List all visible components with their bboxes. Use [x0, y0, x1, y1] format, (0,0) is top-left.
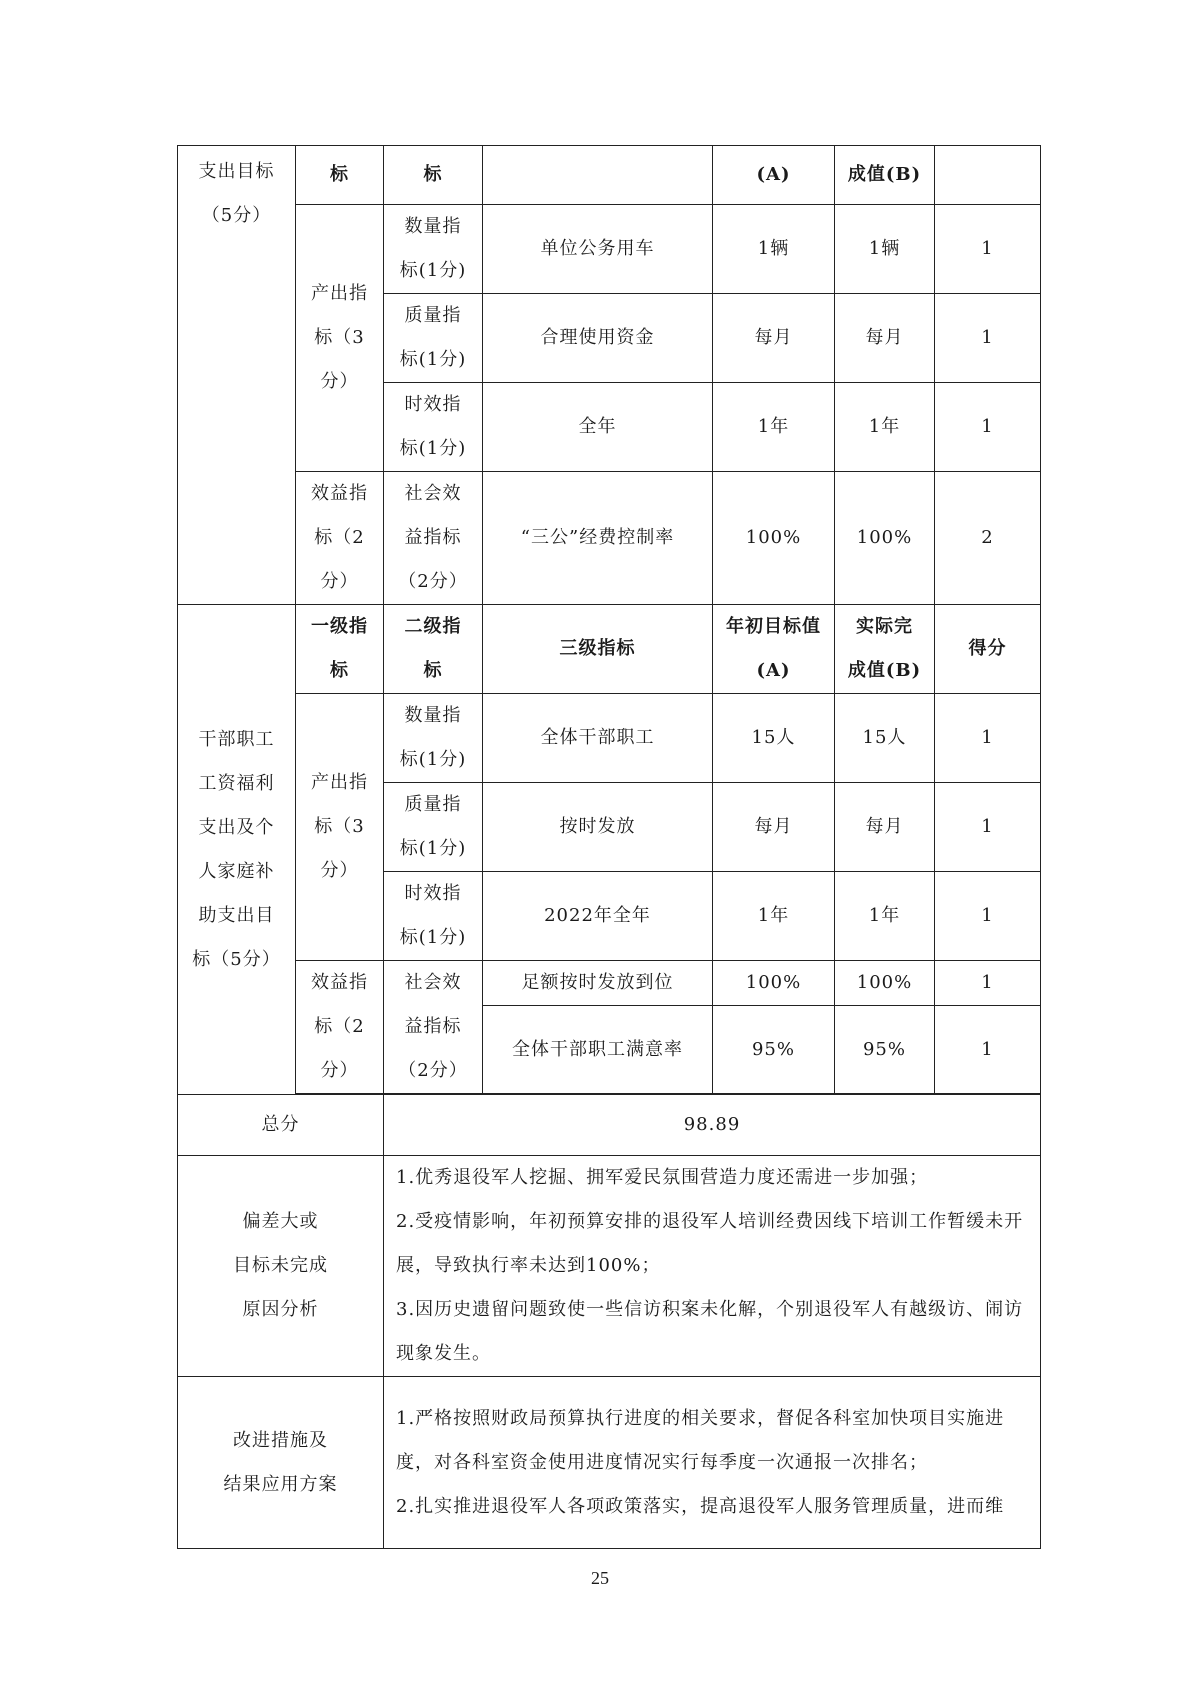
indicator-category: 质量指 标(1分): [384, 783, 483, 872]
indicator-category: 数量指 标(1分): [384, 694, 483, 783]
indicator-item: 2022年全年: [483, 872, 713, 961]
indicator-item: 按时发放: [483, 783, 713, 872]
target-value: 95%: [713, 1006, 835, 1094]
target-value: 每月: [713, 294, 835, 383]
score-value: 1: [935, 1006, 1041, 1094]
header-score: 得分: [935, 605, 1041, 694]
score-value: 2: [935, 472, 1041, 605]
improve-line: 2.扎实推进退役军人各项政策落实，提高退役军人服务管理质量，进而维: [396, 1495, 1005, 1517]
header-level2: 二级指 标: [384, 605, 483, 694]
actual-value: 1辆: [835, 205, 935, 294]
actual-value: 15人: [835, 694, 935, 783]
benefit-group-label: 效益指 标（2 分）: [296, 961, 384, 1094]
target-value: 15人: [713, 694, 835, 783]
total-label: 总分: [178, 1095, 384, 1156]
indicator-category: 社会效 益指标 （2分）: [384, 961, 483, 1094]
actual-value: 100%: [835, 961, 935, 1006]
indicator-item: 全体干部职工满意率: [483, 1006, 713, 1094]
section2-label: 干部职工 工资福利 支出及个 人家庭补 助支出目 标（5分）: [178, 605, 296, 1095]
indicator-category: 时效指 标(1分): [384, 383, 483, 472]
deviation-label: 偏差大或 目标未完成 原因分析: [178, 1156, 384, 1377]
table-row: [178, 1095, 1041, 1156]
table-row: [178, 472, 1041, 605]
improve-line: 1.严格按照财政局预算执行进度的相关要求，督促各科室加快项目实施进度，对各科室资金使用进度情况实行每季度一次通报一次排名；: [396, 1407, 1005, 1473]
indicator-item: 合理使用资金: [483, 294, 713, 383]
header-level2: 标: [384, 146, 483, 205]
header-level3: 三级指标: [483, 605, 713, 694]
header-actual: 实际完 成值(B): [835, 605, 935, 694]
target-value: 1年: [713, 872, 835, 961]
indicator-category: 质量指 标(1分): [384, 294, 483, 383]
header-level3: [483, 146, 713, 205]
score-value: 1: [935, 694, 1041, 783]
score-value: 1: [935, 205, 1041, 294]
actual-value: 1年: [835, 872, 935, 961]
target-value: 1年: [713, 383, 835, 472]
target-value: 100%: [713, 472, 835, 605]
indicator-category: 数量指 标(1分): [384, 205, 483, 294]
deviation-line: 2.受疫情影响，年初预算安排的退役军人培训经费因线下培训工作暂缓未开展，导致执行率未达到100%；: [396, 1211, 1024, 1276]
total-value: 98.89: [384, 1095, 1041, 1156]
deviation-text: [384, 1156, 1041, 1377]
score-value: 1: [935, 783, 1041, 872]
score-value: 1: [935, 872, 1041, 961]
table-row: [178, 961, 1041, 1006]
table-row: [178, 1156, 1041, 1377]
indicator-item: 足额按时发放到位: [483, 961, 713, 1006]
section1-label: 支出目标 （5分）: [178, 146, 296, 605]
score-value: 1: [935, 383, 1041, 472]
actual-value: 95%: [835, 1006, 935, 1094]
output-group-label: 产出指 标（3 分）: [296, 694, 384, 961]
indicator-category: 社会效 益指标 （2分）: [384, 472, 483, 605]
header-score: [935, 146, 1041, 205]
actual-value: 每月: [835, 294, 935, 383]
table-row: [178, 205, 1041, 294]
score-value: 1: [935, 961, 1041, 1006]
performance-table-grid: [177, 145, 1041, 1549]
benefit-group-label: 效益指 标（2 分）: [296, 472, 384, 605]
header-actual: 成值(B): [835, 146, 935, 205]
actual-value: 100%: [835, 472, 935, 605]
deviation-line: 1.优秀退役军人挖掘、拥军爱民氛围营造力度还需进一步加强；: [396, 1167, 929, 1188]
indicator-category: 时效指 标(1分): [384, 872, 483, 961]
improve-label: 改进措施及 结果应用方案: [178, 1377, 384, 1549]
header-level1: 标: [296, 146, 384, 205]
table-row: [178, 605, 1041, 694]
target-value: 1辆: [713, 205, 835, 294]
indicator-item: 全体干部职工: [483, 694, 713, 783]
indicator-item: 单位公务用车: [483, 205, 713, 294]
table-row: [178, 146, 1041, 205]
output-group-label: 产出指 标（3 分）: [296, 205, 384, 472]
page-number: 25: [591, 1568, 609, 1588]
indicator-item: 全年: [483, 383, 713, 472]
target-value: 100%: [713, 961, 835, 1006]
actual-value: 1年: [835, 383, 935, 472]
header-level1: 一级指 标: [296, 605, 384, 694]
deviation-line: 3.因历史遗留问题致使一些信访积案未化解，个别退役军人有越级访、闹访现象发生。: [396, 1299, 1024, 1364]
improve-text: [384, 1377, 1041, 1549]
score-value: 1: [935, 294, 1041, 383]
target-value: 每月: [713, 783, 835, 872]
table-row: [178, 1377, 1041, 1549]
indicator-item: “三公”经费控制率: [483, 472, 713, 605]
header-target: (A): [713, 146, 835, 205]
table-row: [178, 694, 1041, 783]
header-target: 年初目标值 (A): [713, 605, 835, 694]
actual-value: 每月: [835, 783, 935, 872]
